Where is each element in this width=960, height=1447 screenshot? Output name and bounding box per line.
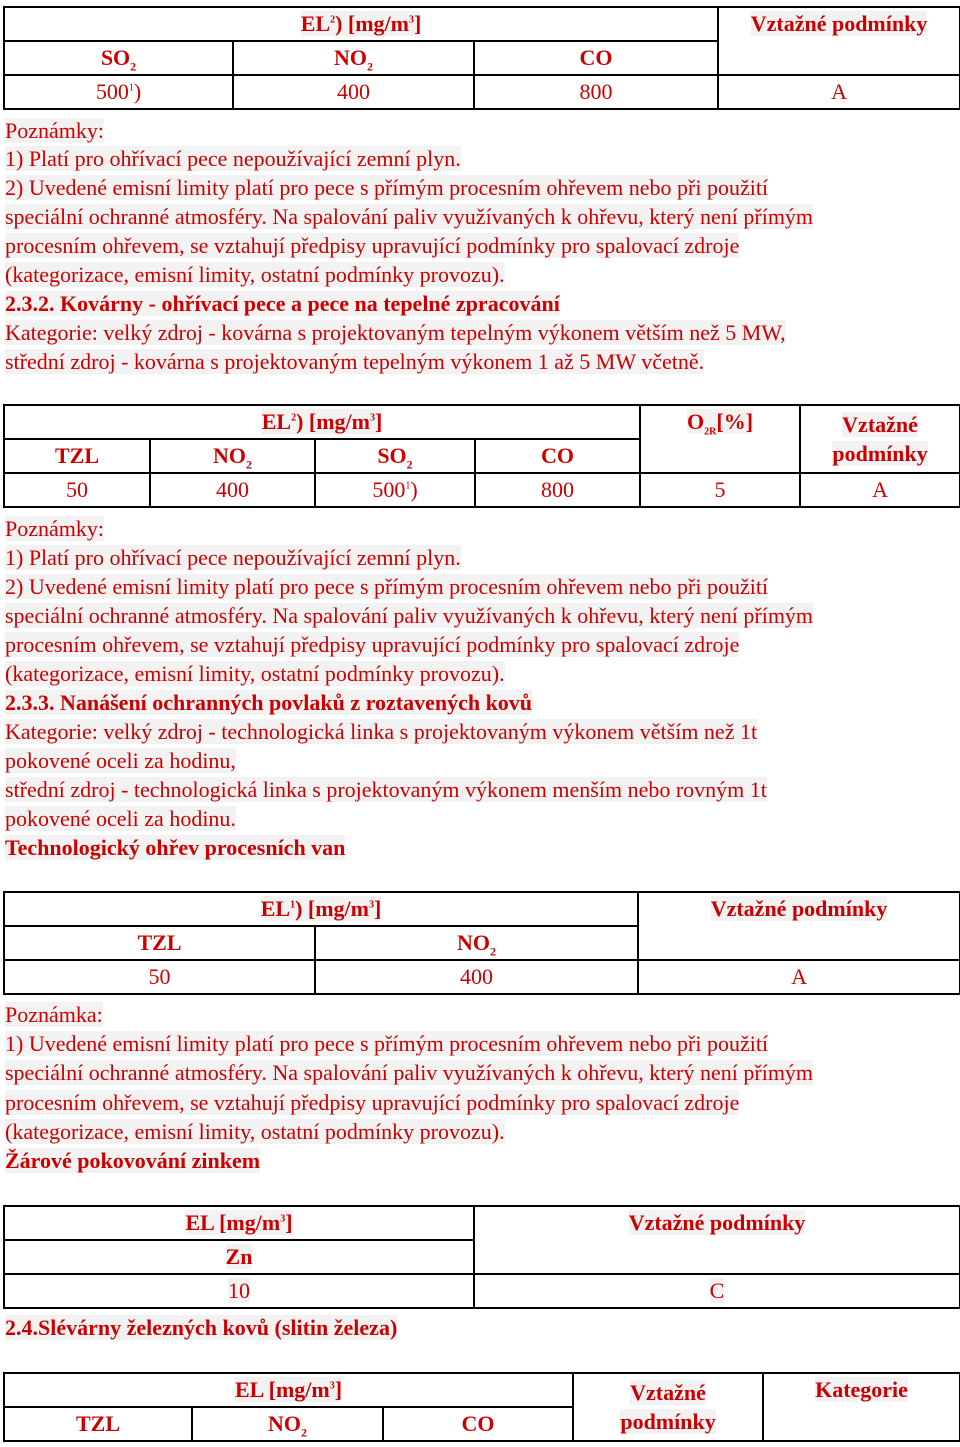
note-line: speciální ochranné atmosféry. Na spalování paliv využívaných k ohřevu, který není přímým	[5, 204, 814, 229]
note-line: 1) Uvedené emisní limity platí pro pece s přímým procesním ohřevem nebo při použití	[5, 1031, 769, 1056]
so2-value: $500^1$)	[315, 473, 475, 507]
note-line: speciální ochranné atmosféry. Na spalování paliv využívaných k ohřevu, který není přímým	[5, 1060, 814, 1085]
el-header: EL $[mg/m^3]$	[4, 1206, 474, 1240]
no2-value: 400	[150, 473, 315, 507]
o2-header: $O_{2R}[\%]$	[640, 405, 800, 473]
category-line: pokovené oceli za hodinu.	[5, 806, 236, 831]
so2-header: $SO_2$	[4, 41, 233, 75]
note-line: 2) Uvedené emisní limity platí pro pece s přímým procesním ohřevem nebo při použití	[5, 574, 769, 599]
ref-conditions-header: Vztažné podmínky	[573, 1373, 763, 1441]
zn-header: Zn	[4, 1240, 474, 1274]
emission-table-1	[3, 6, 960, 110]
ref-value: A	[718, 75, 960, 109]
notes-title: Poznámky:	[5, 118, 104, 143]
no2-header: $NO_2$	[315, 926, 638, 960]
no2-header: $NO_2$	[233, 41, 474, 75]
category-line: střední zdroj - technologická linka s projektovaným výkonem menším nebo rovným 1t	[5, 777, 767, 802]
co-header: CO	[383, 1407, 573, 1441]
no2-header: $NO_2$	[192, 1407, 383, 1441]
el-header: $EL^2$) $[mg/m^3]$	[4, 405, 640, 439]
ref-value: A	[638, 960, 960, 994]
note-line: (kategorizace, emisní limity, ostatní podmínky provozu).	[5, 661, 505, 686]
emission-table-2	[3, 404, 960, 508]
no2-header: $NO_2$	[150, 439, 315, 473]
tzl-value: 50	[4, 473, 150, 507]
category-header: Kategorie	[763, 1373, 960, 1441]
ref-conditions-header: Vztažné podmínky	[474, 1206, 960, 1274]
note-line: (kategorizace, emisní limity, ostatní podmínky provozu).	[5, 262, 505, 287]
note-line: procesním ohřevem, se vztahují předpisy upravující podmínky pro spalovací zdroje	[5, 1090, 740, 1115]
emission-table-4	[3, 1205, 960, 1309]
zn-value: 10	[4, 1274, 474, 1308]
ref-conditions-header: Vztažné podmínky	[638, 892, 960, 960]
category-line: střední zdroj - kovárna s projektovaným tepelným výkonem 1 až 5 MW včetně.	[5, 349, 705, 374]
note-line: 2) Uvedené emisní limity platí pro pece s přímým procesním ohřevem nebo při použití	[5, 175, 769, 200]
category-line: pokovené oceli za hodinu,	[5, 748, 236, 773]
el-header: $EL^1$) $[mg/m^3]$	[4, 892, 638, 926]
co-value: 800	[475, 473, 640, 507]
notes-title: Poznámky:	[5, 516, 104, 541]
tzl-value: 50	[4, 960, 315, 994]
section-heading-2-3-2: 2.3.2. Kovárny - ohřívací pece a pece na tepelné zpracování	[5, 291, 560, 316]
subsection-heading: Žárové pokovování zinkem	[5, 1148, 261, 1173]
note-line: 1) Platí pro ohřívací pece nepoužívající zemní plyn.	[5, 545, 461, 570]
tzl-header: TZL	[4, 926, 315, 960]
co-value: 800	[474, 75, 718, 109]
category-line: Kategorie: velký zdroj - kovárna s projektovaným tepelným výkonem větším než 5 MW,	[5, 320, 786, 345]
so2-header: $SO_2$	[315, 439, 475, 473]
notes-title: Poznámka:	[5, 1002, 103, 1027]
tzl-header: TZL	[4, 439, 150, 473]
ref-conditions-header: Vztažné podmínky	[800, 405, 960, 473]
co-header: CO	[475, 439, 640, 473]
category-line: Kategorie: velký zdroj - technologická linka s projektovaným výkonem větším než 1t	[5, 719, 758, 744]
note-line: speciální ochranné atmosféry. Na spalování paliv využívaných k ohřevu, který není přímým	[5, 603, 814, 628]
no2-value: 400	[233, 75, 474, 109]
note-line: procesním ohřevem, se vztahují předpisy upravující podmínky pro spalovací zdroje	[5, 233, 740, 258]
ref-value: C	[474, 1274, 960, 1308]
emission-table-3	[3, 891, 960, 995]
note-line: (kategorizace, emisní limity, ostatní podmínky provozu).	[5, 1119, 505, 1144]
el-header: EL $[mg/m^3]$	[4, 1373, 573, 1407]
section-heading-2-3-3: 2.3.3. Nanášení ochranných povlaků z roztavených kovů	[5, 690, 533, 715]
no2-value: 400	[315, 960, 638, 994]
note-line: 1) Platí pro ohřívací pece nepoužívající zemní plyn.	[5, 146, 461, 171]
section-heading-2-4: 2.4.Slévárny železných kovů (slitin železa)	[5, 1315, 398, 1340]
ref-value: A	[800, 473, 960, 507]
o2-value: 5	[640, 473, 800, 507]
co-header: CO	[474, 41, 718, 75]
tzl-header: TZL	[4, 1407, 192, 1441]
el-header: $EL^2$) $[mg/m^3]$	[4, 7, 718, 41]
ref-conditions-header: Vztažné podmínky	[718, 7, 960, 75]
note-line: procesním ohřevem, se vztahují předpisy upravující podmínky pro spalovací zdroje	[5, 632, 740, 657]
emission-table-5	[3, 1372, 960, 1442]
so2-value: $500^1$)	[4, 75, 233, 109]
subsection-heading: Technologický ohřev procesních van	[5, 835, 346, 860]
